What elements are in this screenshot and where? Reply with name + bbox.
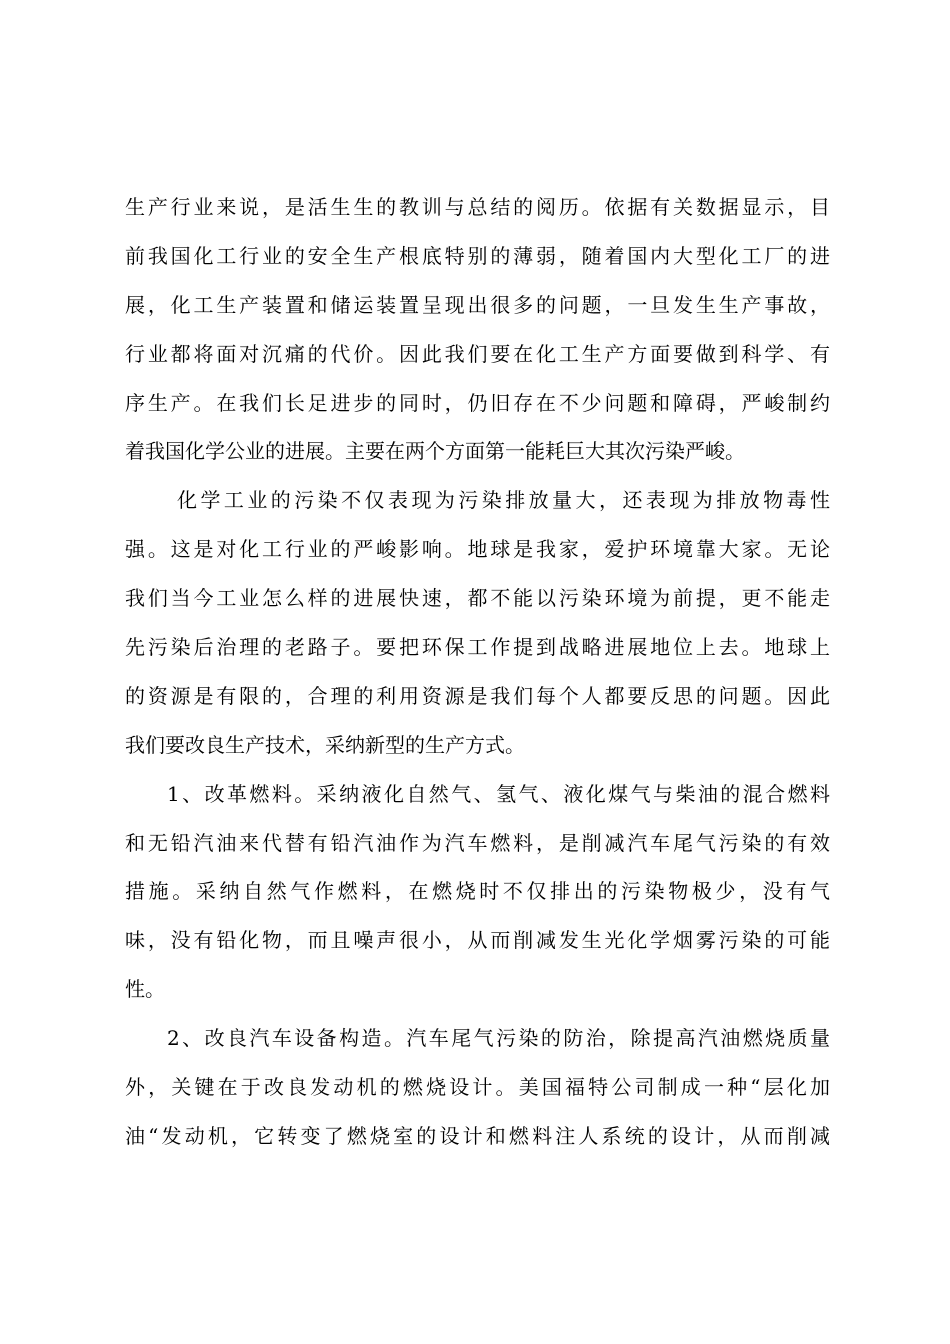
paragraph-first-line: 1、改革燃料。采纳液化自然气、氢气、液化煤气与柴油的混合燃料 — [167, 781, 830, 806]
text-line: 的资源是有限的，合理的利用资源是我们每个人都要反思的问题。因此 — [125, 683, 830, 708]
text-line: 生产行业来说，是活生生的教训与总结的阅历。依据有关数据显示，目 — [125, 195, 830, 219]
text-line: 强。这是对化工行业的严峻影响。地球是我家，爱护环境靠大家。无论 — [125, 537, 830, 562]
text-line: 和无铅汽油来代替有铅汽油作为汽车燃料，是削减汽车尾气污染的有效 — [125, 830, 830, 855]
text-line: 油“发动机，它转变了燃烧室的设计和燃料注人系统的设计，从而削减 — [125, 1123, 830, 1148]
text-line: 我们要改良生产技术，采纳新型的生产方式。 — [125, 732, 525, 757]
text-line: 性。 — [125, 977, 165, 1002]
text-line: 行业都将面对沉痛的代价。因此我们要在化工生产方面要做到科学、有 — [125, 341, 830, 366]
text-line: 措施。采纳自然气作燃料，在燃烧时不仅排出的污染物极少，没有气 — [125, 879, 830, 904]
text-line: 着我国化学公业的进展。主要在两个方面第一能耗巨大其次污染严峻。 — [125, 439, 745, 464]
paragraph-first-line: 2、改良汽车设备构造。汽车尾气污染的防治，除提高汽油燃烧质量 — [167, 1026, 830, 1051]
text-line: 前我国化工行业的安全生产根底特别的薄弱，随着国内大型化工厂的进 — [125, 243, 830, 268]
text-line: 外，关键在于改良发动机的燃烧设计。美国福特公司制成一种“层化加 — [125, 1075, 830, 1100]
paragraph-first-line: 化学工业的污染不仅表现为污染排放量大，还表现为排放物毒性 — [177, 488, 830, 513]
text-line: 我们当今工业怎么样的进展快速，都不能以污染环境为前提，更不能走 — [125, 586, 830, 611]
text-line: 味，没有铅化物，而且噪声很小，从而削减发生光化学烟雾污染的可能 — [125, 928, 830, 953]
text-line: 展，化工生产装置和储运装置呈现出很多的问题，一旦发生生产事故， — [125, 292, 830, 317]
text-line: 序生产。在我们长足进步的同时，仍旧存在不少问题和障碍，严峻制约 — [125, 390, 830, 415]
text-line: 先污染后治理的老路子。要把环保工作提到战略进展地位上去。地球上 — [125, 635, 830, 660]
document-body — [125, 183, 830, 1161]
